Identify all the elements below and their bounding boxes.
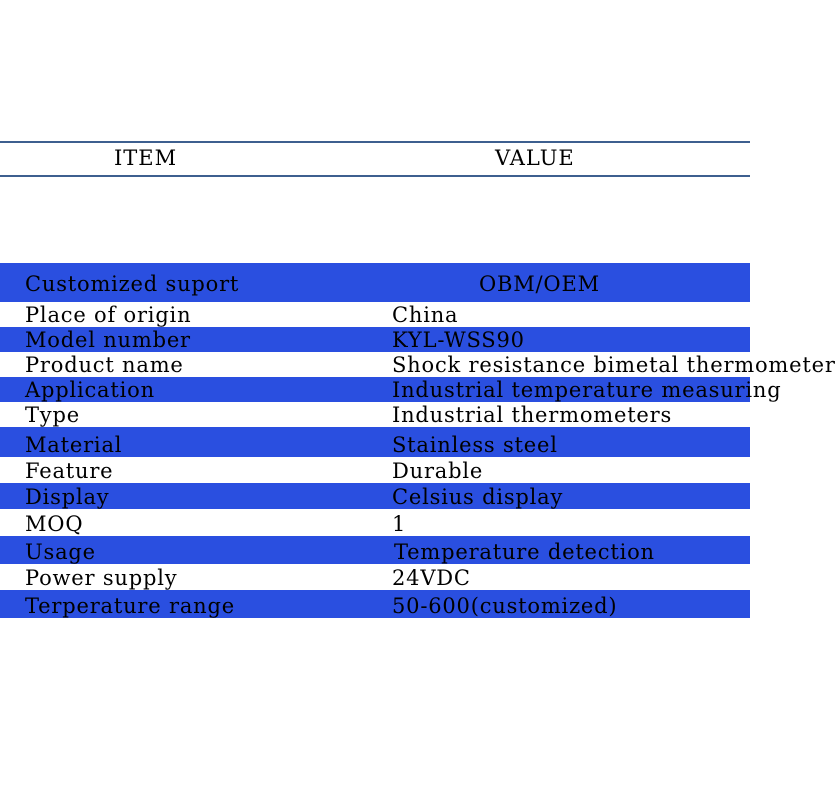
table-row	[0, 352, 836, 377]
row-item-value: Celsius display	[392, 485, 564, 509]
row-item-label: Material	[25, 433, 123, 457]
row-item-label: Customized suport	[25, 272, 240, 296]
row-item-label: Model number	[25, 328, 191, 352]
table-row	[0, 564, 750, 590]
table-row	[0, 509, 750, 536]
row-item-label: Place of origin	[25, 303, 192, 327]
header-top-rule	[0, 141, 750, 143]
row-item-label: Product name	[25, 353, 184, 377]
row-item-label: Terperature range	[25, 594, 235, 618]
row-item-value: Durable	[392, 459, 484, 483]
row-item-label: Type	[25, 403, 80, 427]
row-item-value: KYL-WSS90	[392, 328, 525, 352]
row-item-value: 50-600(customized)	[392, 594, 618, 618]
row-item-value: OBM/OEM	[479, 272, 600, 296]
header-bottom-rule	[0, 175, 750, 177]
table-row	[0, 402, 750, 427]
row-item-label: MOQ	[25, 512, 84, 536]
row-item-label: Application	[25, 378, 155, 402]
table-row	[0, 590, 750, 618]
row-item-label: Usage	[25, 540, 96, 564]
row-item-value: Industrial temperature measuring	[392, 378, 782, 402]
row-item-value: Temperature detection	[394, 540, 655, 564]
table-row	[0, 457, 750, 483]
row-item-label: Display	[25, 485, 110, 509]
spec-table	[0, 263, 836, 618]
row-item-value: Stainless steel	[392, 433, 558, 457]
row-item-value: Industrial thermometers	[392, 403, 673, 427]
table-row	[0, 263, 750, 302]
row-item-value: 24VDC	[392, 566, 471, 590]
table-row	[0, 427, 750, 457]
row-item-value: 1	[392, 512, 407, 536]
table-row	[0, 327, 750, 352]
header-value-label: VALUE	[495, 146, 575, 170]
row-item-label: Feature	[25, 459, 114, 483]
row-item-label: Power supply	[25, 566, 178, 590]
row-item-value: Shock resistance bimetal thermometer	[392, 353, 836, 377]
row-item-value: China	[392, 303, 459, 327]
table-row	[0, 302, 750, 327]
table-row	[0, 483, 750, 509]
header-item-label: ITEM	[114, 146, 178, 170]
table-row	[0, 536, 750, 564]
table-row	[0, 377, 782, 402]
